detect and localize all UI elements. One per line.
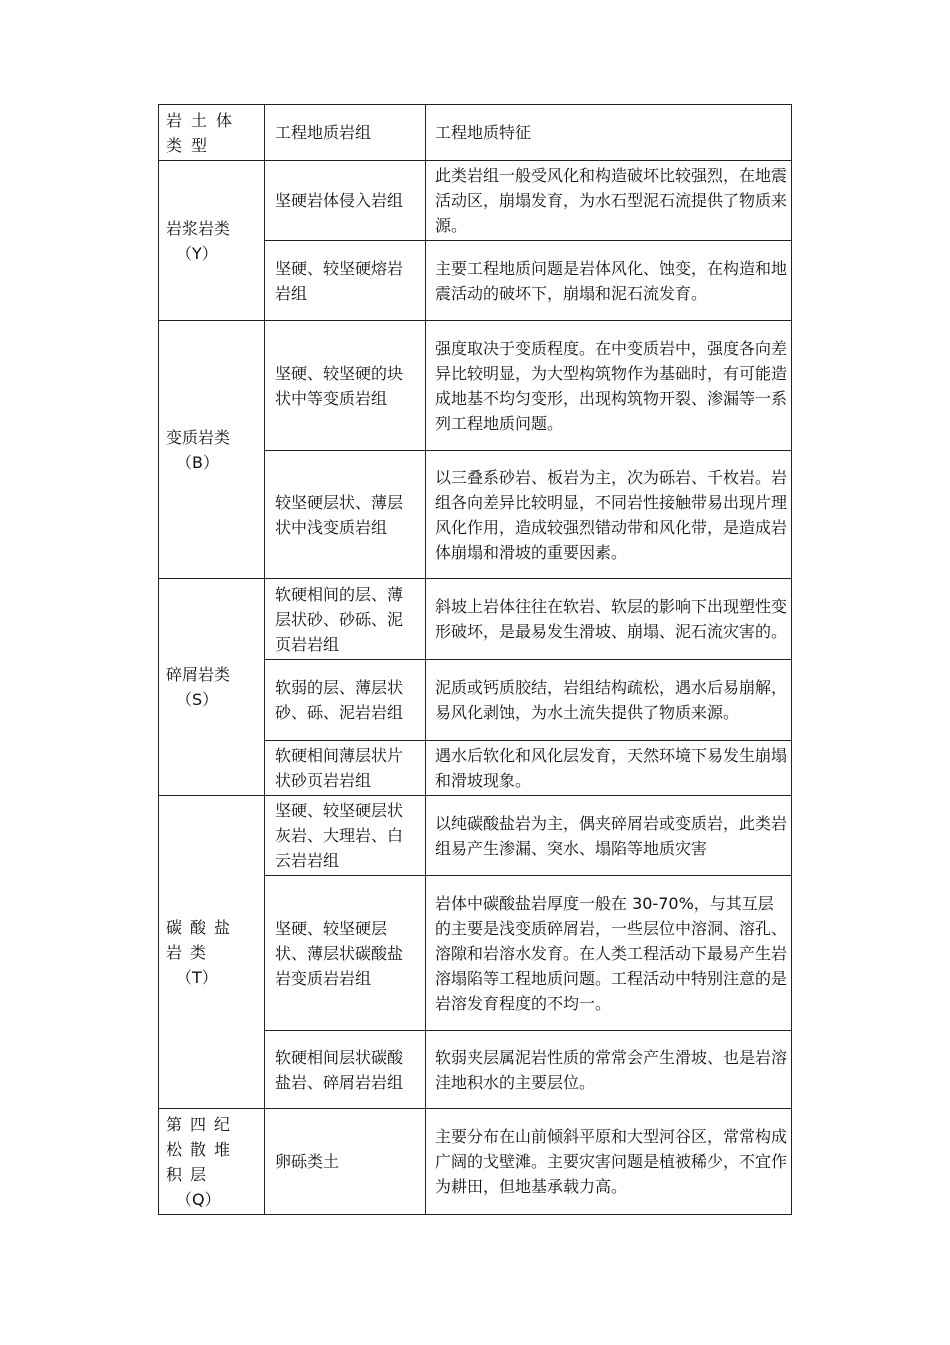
category-cell [159, 796, 265, 1109]
group-cell: 坚硬、较坚硬的块状中等变质岩组 [265, 321, 426, 451]
feature-cell: 主要工程地质问题是岩体风化、蚀变，在构造和地震活动的破坏下，崩塌和泥石流发育。 [426, 241, 792, 321]
feature-cell: 泥质或钙质胶结，岩组结构疏松，遇水后易崩解，易风化剥蚀，为水土流失提供了物质来源。 [426, 660, 792, 741]
table-row [159, 579, 792, 660]
feature-cell: 主要分布在山前倾斜平原和大型河谷区，常常构成广阔的戈壁滩。主要灾害问题是植被稀少，不宜作为耕田，但地基承载力高。 [426, 1109, 792, 1215]
category-code: （Y） [176, 243, 218, 263]
table-row [159, 321, 792, 451]
group-cell: 软弱的层、薄层状砂、砾、泥岩岩组 [265, 660, 426, 741]
category-code: （S） [176, 690, 219, 709]
category-cell [159, 1109, 265, 1215]
group-cell: 坚硬岩体侵入岩组 [265, 161, 426, 241]
category-name: 碎屑岩类 [166, 665, 231, 684]
feature-cell: 此类岩组一般受风化和构造破坏比较强烈，在地震活动区，崩塌发育，为水石型泥石流提供了物质来源。 [426, 161, 792, 241]
header-feature: 工程地质特征 [426, 105, 792, 161]
group-cell: 卵砾类土 [265, 1109, 426, 1215]
category-name: 变质岩类 [166, 427, 231, 447]
category-name: 第四纪松散堆积层 [166, 1114, 239, 1184]
feature-cell: 软弱夹层属泥岩性质的常常会产生滑坡、也是岩溶洼地积水的主要层位。 [426, 1031, 792, 1109]
table-row [159, 1109, 792, 1215]
category-code: （B） [176, 452, 219, 472]
feature-cell: 以纯碳酸盐岩为主，偶夹碎屑岩或变质岩，此类岩组易产生渗漏、突水、塌陷等地质灾害 [426, 796, 792, 876]
category-name: 岩浆岩类 [166, 218, 231, 238]
table-row [159, 161, 792, 241]
category-cell [159, 161, 265, 321]
header-row [159, 105, 792, 161]
group-cell: 坚硬、较坚硬层状灰岩、大理岩、白云岩岩组 [265, 796, 426, 876]
feature-cell: 强度取决于变质程度。在中变质岩中，强度各向差异比较明显，为大型构筑物作为基础时，有可能造成地基不均匀变形，出现构筑物开裂、渗漏等一系列工程地质问题。 [426, 321, 792, 451]
feature-cell: 斜坡上岩体往往在软岩、软层的影响下出现塑性变形破坏，是最易发生滑坡、崩塌、泥石流灾害的。 [426, 579, 792, 660]
category-cell [159, 321, 265, 579]
category-cell [159, 579, 265, 796]
header-type: 岩土体类型 [159, 105, 265, 161]
feature-cell: 遇水后软化和风化层发育，天然环境下易发生崩塌和滑坡现象。 [426, 741, 792, 796]
feature-cell: 以三叠系砂岩、板岩为主，次为砾岩、千枚岩。岩组各向差异比较明显，不同岩性接触带易出现片理风化作用，造成较强烈错动带和风化带，是造成岩体崩塌和滑坡的重要因素。 [426, 451, 792, 579]
table-row [159, 796, 792, 876]
header-group: 工程地质岩组 [265, 105, 426, 161]
group-cell: 较坚硬层状、薄层状中浅变质岩组 [265, 451, 426, 579]
geology-table [158, 104, 792, 1215]
group-cell: 坚硬、较坚硬层状、薄层状碳酸盐岩变质岩岩组 [265, 876, 426, 1031]
group-cell: 软硬相间薄层状片状砂页岩岩组 [265, 741, 426, 796]
feature-cell: 岩体中碳酸盐岩厚度一般在 30-70%，与其互层的主要是浅变质碎屑岩，一些层位中溶洞、溶孔、溶隙和岩溶水发育。在人类工程活动下最易产生岩溶塌陷等工程地质问题。工程活动中特别注意的是岩溶发育程度的不均一。 [426, 876, 792, 1031]
group-cell: 坚硬、较坚硬熔岩岩组 [265, 241, 426, 321]
category-code: （Q） [176, 1189, 221, 1209]
group-cell: 软硬相间层状碳酸盐岩、碎屑岩岩组 [265, 1031, 426, 1109]
category-code: （T） [176, 967, 218, 987]
group-cell: 软硬相间的层、薄层状砂、砂砾、泥页岩岩组 [265, 579, 426, 660]
category-name: 碳酸盐岩类 [166, 917, 239, 962]
